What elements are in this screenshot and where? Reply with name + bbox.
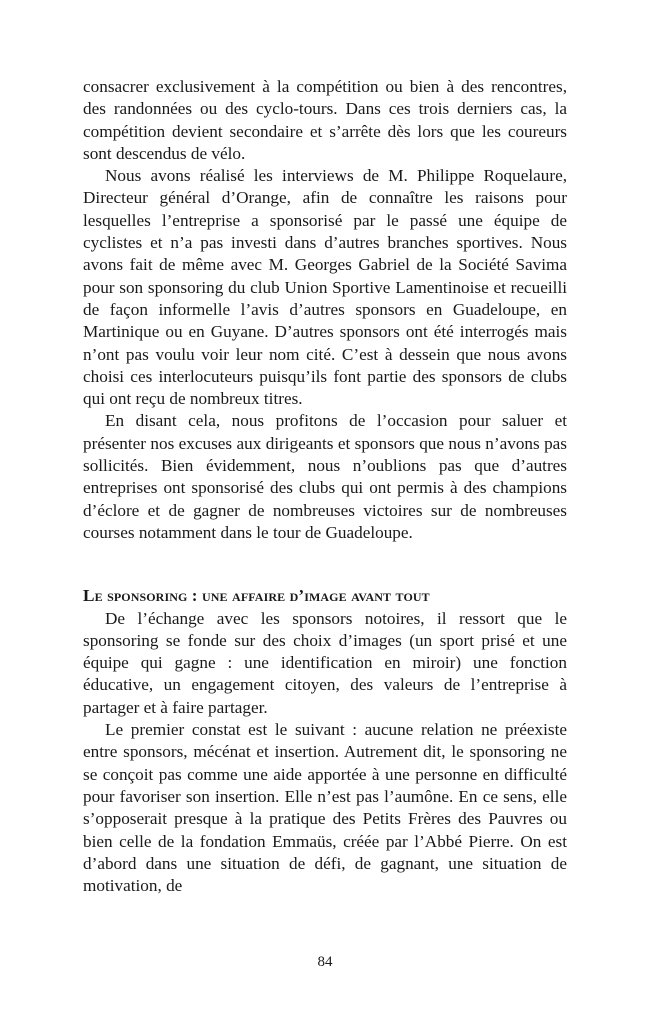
section-heading: Le sponsoring : une affaire d’image avant tout bbox=[83, 586, 430, 606]
paragraph-continuation: consacrer exclusivement à la compétition ou bien à des rencontres, des randonnées ou des cyclo-tours. Dans ces trois derniers cas, la compétition devient secondaire et s’arrête dès lors que les coureurs sont descendus de vélo. bbox=[83, 77, 567, 163]
page-number: 84 bbox=[317, 954, 333, 970]
paragraph-first-finding: Le premier constat est le suivant : aucune relation ne préexiste entre sponsors, mécénat et insertion. Autrement dit, le sponsoring ne se conçoit pas comme une aide apportée à une personne en difficulté pour favoriser son insertion. Elle n’est pas l’aumône. En ce sens, elle s’opposerait presque à la pratique des Petits Frères des Pauvres ou bien celle de la fondation Emmaüs, créée par l’Abbé Pierre. On est d’abord dans une situation de défi, de gagnant, une situation de motivation, de bbox=[83, 720, 567, 896]
paragraph-acknowledgement: En disant cela, nous profitons de l’occasion pour saluer et présenter nos excuses aux dirigeants et sponsors que nous n’avons pas sollicités. Bien évidemment, nous n’oublions pas que d’autres entreprises ont sponsorisé des clubs qui ont permis à des champions d’éclore et de gagner de nombreuses victoires sur de nombreuses courses notamment dans le tour de Guadeloupe. bbox=[83, 411, 567, 542]
paragraph-interviews: Nous avons réalisé les interviews de M. Philippe Roquelaure, Directeur général d’Orange, afin de connaître les raisons pour lesquelles l’entreprise a sponsorisé par le passé une équipe de cyclistes et n’a pas investi dans d’autres branches sportives. Nous avons fait de même avec M. Georges Gabriel de la Société Savima pour son sponsoring du club Union Sportive Lamentinoise et recueilli de façon informelle l’avis d’autres sponsors en Guadeloupe, en Martinique ou en Guyane. D’autres sponsors ont été interrogés mais n’ont pas voulu voir leur nom cité. C’est à dessein que nous avons choisi ces interlocuteurs puisqu’ils font partie des sponsors de clubs qui ont reçu de nombreux titres. bbox=[83, 166, 567, 409]
page-body bbox=[83, 76, 567, 897]
paragraph-image-choices: De l’échange avec les sponsors notoires, il ressort que le sponsoring se fonde sur des choix d’images (un sport prisé et une équipe qui gagne : une identification en miroir) une fonction éducative, un engagement citoyen, des valeurs de l’entreprise à partager et à faire partager. bbox=[83, 608, 567, 717]
